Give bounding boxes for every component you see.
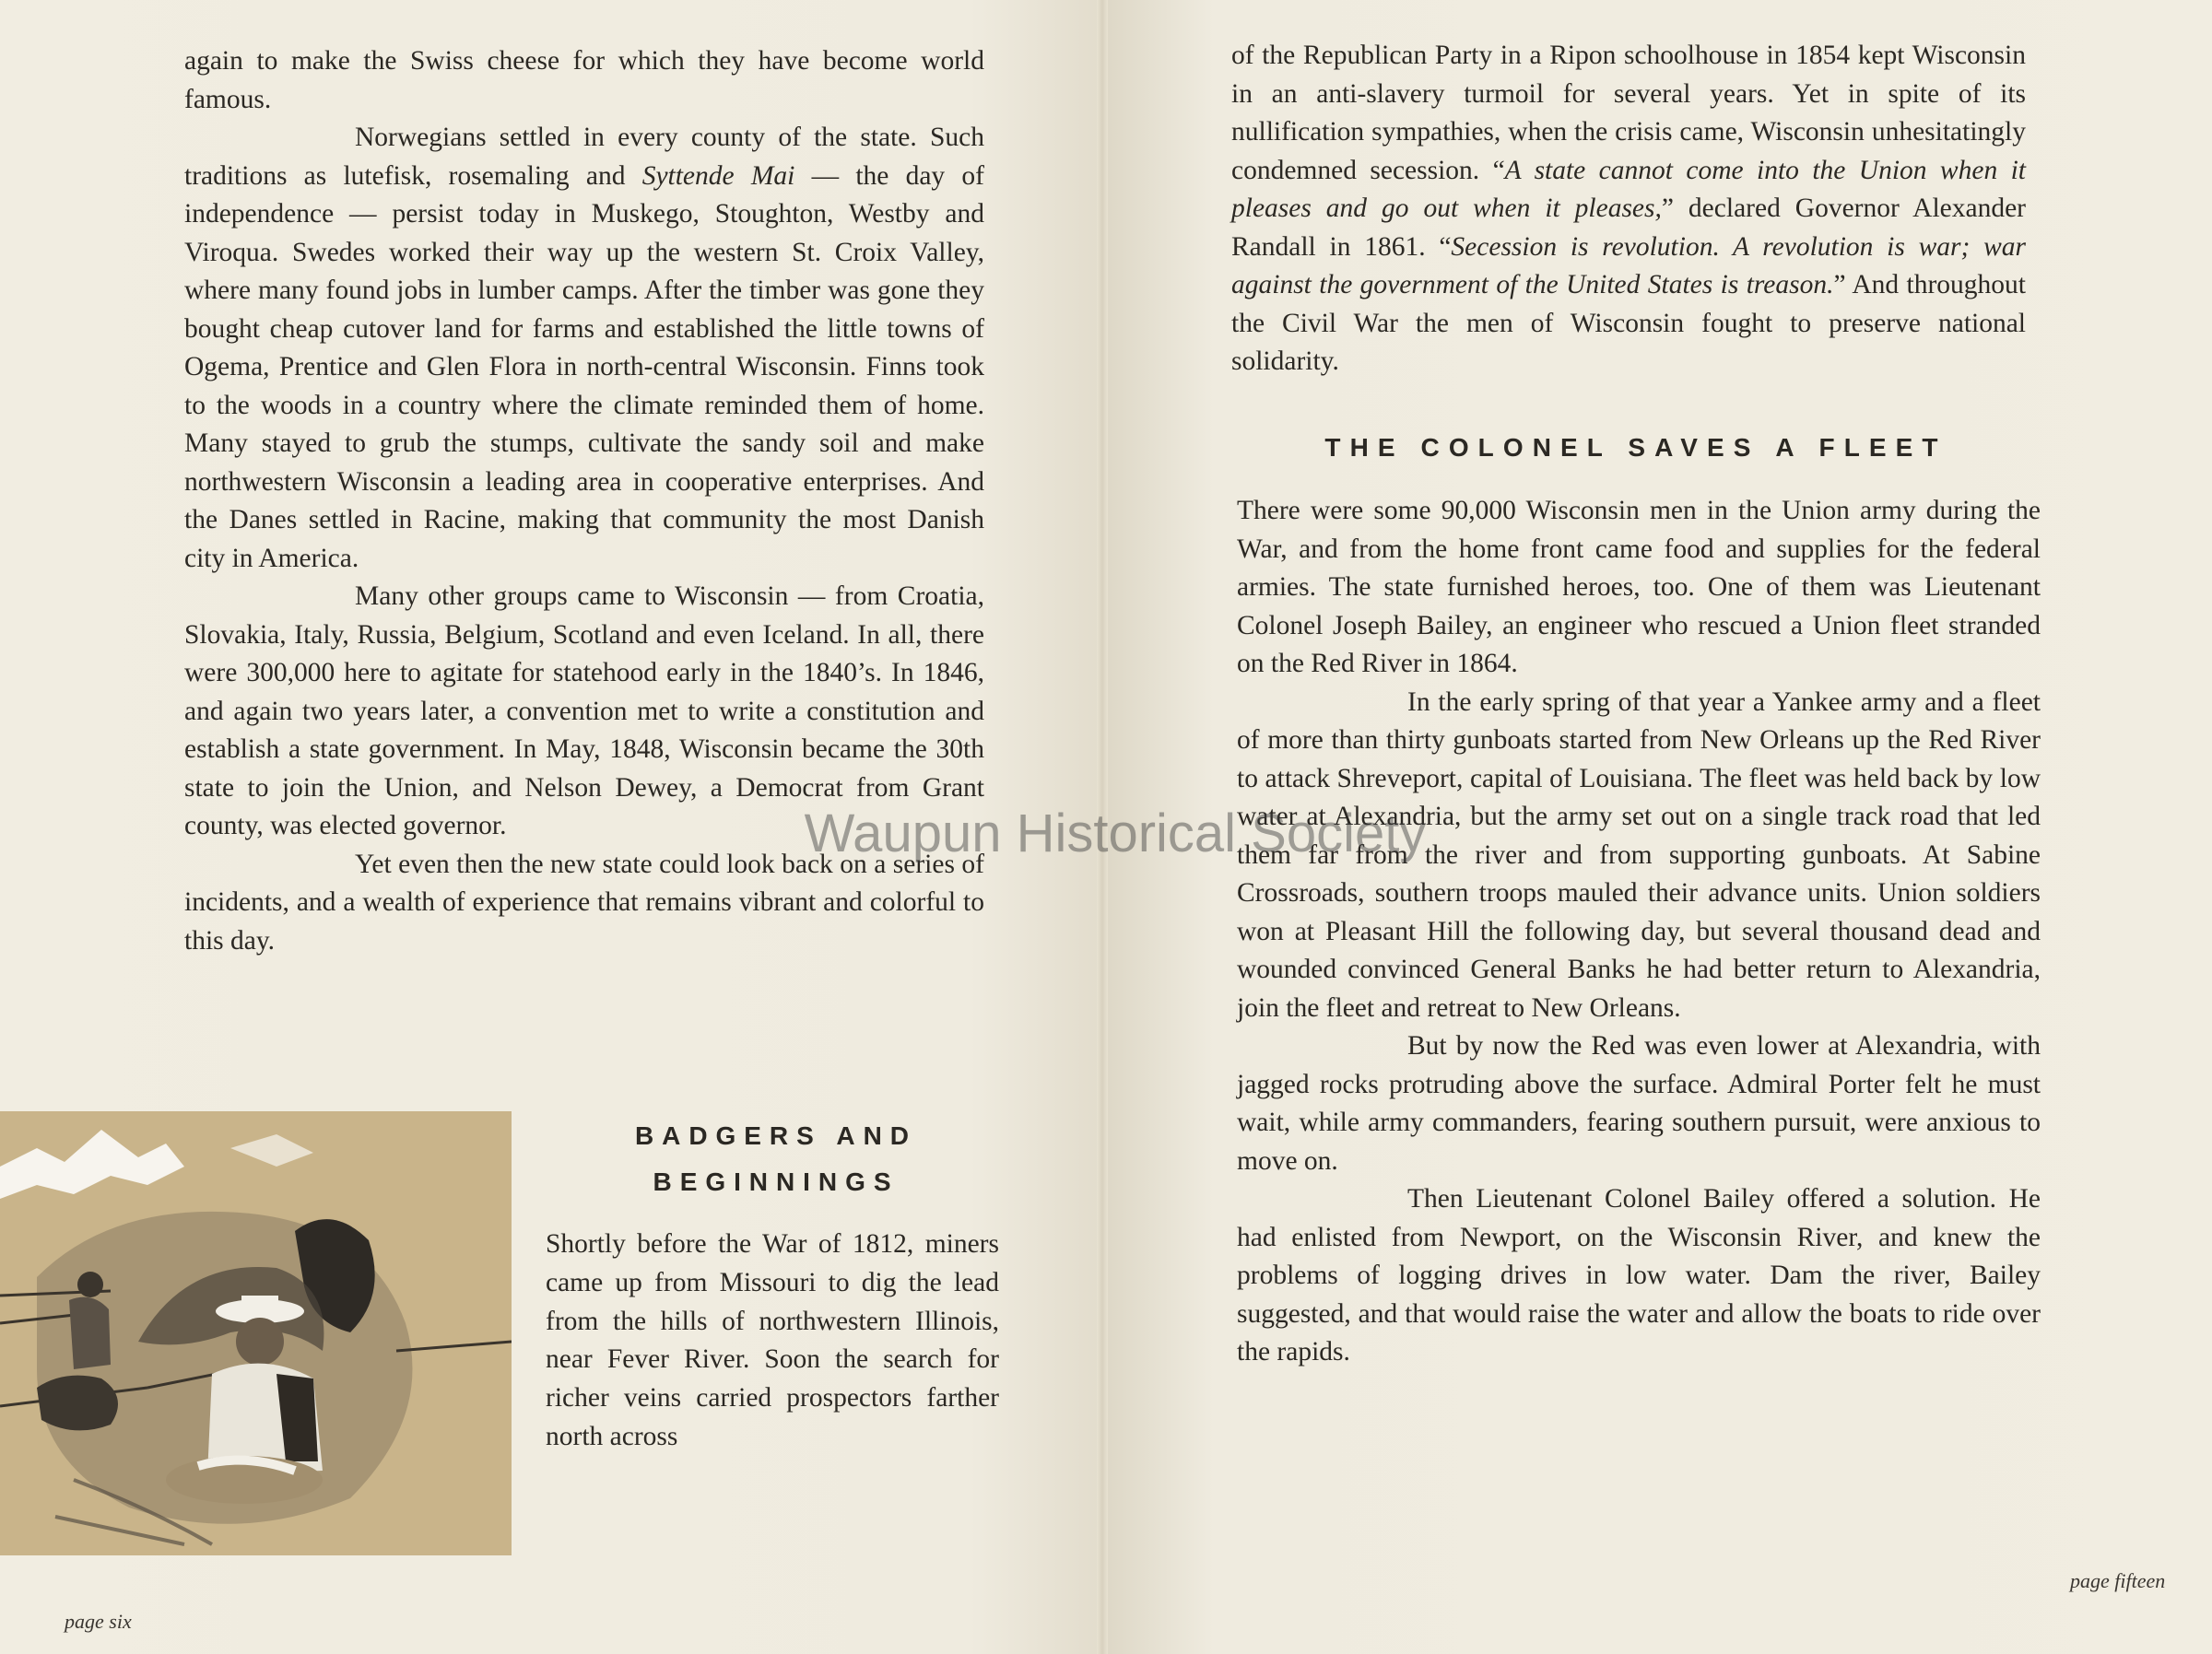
paragraph: Many other groups came to Wisconsin — from Croatia, Slovakia, Italy, Russia, Belgium, Scotland and even Iceland. In all, there were 300,000 here to agitate for statehood early in the 1840’s. In 1846, and again two years later, a convention met to write a constitution and establish a state government. In May, 1848, Wisconsin became the 30th state to join the Union, and Nelson Dewey, a Democrat from Grant county, was elected governor. xyxy=(184,581,984,840)
section-heading-badgers xyxy=(546,1113,1006,1205)
page-number-right: page fifteen xyxy=(2070,1569,2166,1592)
heading-line: BEGINNINGS xyxy=(653,1167,900,1196)
paragraph: again to make the Swiss cheese for which they have become world famous. xyxy=(184,46,984,114)
paragraph-text: — the day of independence — persist today in Muskego, Stoughton, Westby and Viroqua. Swedes worked their way up the western St. Croix Valley, where many found jobs in lumber camps. After the timber was gone they bought cheap cutover land for farms and established the little towns of Ogema, Prentice and Glen Flora in north-central Wisconsin. Finns took to the woods in a country where the climate reminded them of home. Many stayed to grub the stumps, cultivate the sandy soil and make northwestern Wisconsin a leading area in cooperative enterprises. And the Danes settled in Racine, making that community the most Danish city in America. xyxy=(184,160,984,573)
paragraph-text: ” declared Governor Alexander Randall in 1861. “ xyxy=(1231,194,2027,262)
watermark: Waupun Historical Society xyxy=(804,804,1427,863)
paragraph-secession xyxy=(1231,37,2026,381)
paragraph-norwegians xyxy=(184,119,984,578)
paragraph: In the early spring of that year a Yankee army and a fleet of more than thirty gunboats started from New Orleans up the Red River to attack Shreveport, capital of Louisiana. The fleet was held back by low water at Alexandria, but the army set out on a single track road that led them far from the river and from supporting gunboats. At Sabine Crossroads, southern troops mauled their advance units. Union soldiers won at Pleasant Hill the following day, but several thousand dead and wounded convinced General Banks he had better return to Alexandria, join the fleet and retreat to New Orleans. xyxy=(1237,686,2041,1023)
page-number-left: page six xyxy=(65,1610,132,1633)
section-heading-colonel: THE COLONEL SAVES A FLEET xyxy=(1324,433,1947,462)
paragraph: Yet even then the new state could look back on a series of incidents, and a wealth of experience that remains vibrant and colorful to this day. xyxy=(184,849,984,956)
paragraph: There were some 90,000 Wisconsin men in the Union army during the War, and from the home front came food and supplies for the federal armies. The state furnished heroes, too. One of them was Lieutenant Colonel Joseph Bailey, an engineer who rescued a Union fleet stranded on the Red River in 1864. xyxy=(1237,496,2041,678)
italic-quote: A state cannot come into the Union when it pleases and go out when it pleases, xyxy=(1231,155,2026,223)
right-top-text xyxy=(1231,37,2026,381)
paragraph: But by now the Red was even lower at Alexandria, with jagged rocks protruding above the surface. Admiral Porter felt he must wait, while army commanders, fearing southern pursuit, were anxious to move on. xyxy=(1237,1031,2041,1176)
paragraph-text: of the Republican Party in a Ripon schoolhouse in 1854 kept Wisconsin in an anti-slavery turmoil for several years. Yet in spite of its nullification sympathies, when the crisis came, Wisconsin unhesitatingly condemned secession. “ xyxy=(1231,41,2026,185)
italic-quote: Secession is revolution. A revolution is war; war against the government of the United States is treason. xyxy=(1231,231,2026,299)
badgers-text xyxy=(546,1226,999,1457)
paragraph-text: ” And throughout the Civil War the men of Wisconsin fought to preserve national solidarity. xyxy=(1231,270,2026,376)
paragraph: Then Lieutenant Colonel Bailey offered a solution. He had enlisted from Newport, on the Wisconsin River, and knew the problems of logging drives in low water. Dam the river, Bailey suggested, and that would raise the water and allow the boats to ride over the rapids. xyxy=(1237,1184,2041,1367)
right-main-text xyxy=(1237,492,2041,1372)
miners-illustration xyxy=(0,1111,512,1555)
italic-phrase: Syttende Mai xyxy=(641,160,795,191)
heading-line: BADGERS AND xyxy=(635,1121,917,1150)
paragraph: Shortly before the War of 1812, miners came up from Missouri to dig the lead from the hills of northwestern Illinois, near Fever River. Soon the search for richer veins carried prospectors farther north across xyxy=(546,1229,999,1451)
paragraph-text: Norwegians settled in every county of the state. Such traditions as lutefisk, rosemaling and xyxy=(184,123,984,191)
